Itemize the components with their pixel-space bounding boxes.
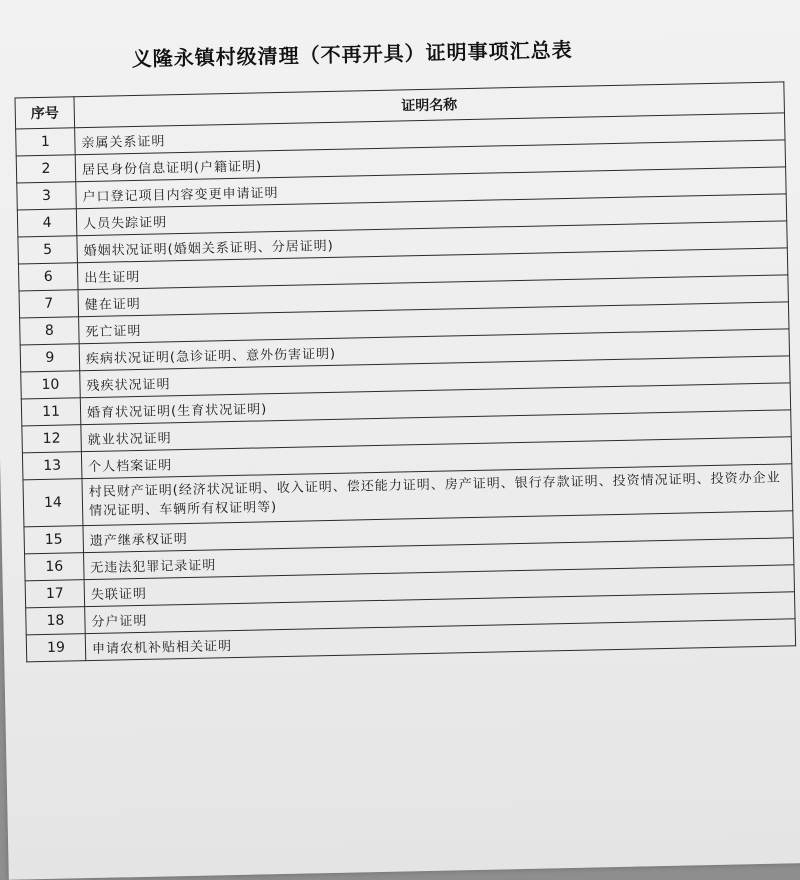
row-number: 13 [22, 452, 82, 480]
row-number: 10 [21, 371, 81, 399]
row-number: 2 [16, 155, 76, 183]
row-number: 7 [19, 290, 79, 318]
row-number: 18 [26, 607, 86, 635]
row-number: 14 [23, 479, 83, 527]
certificate-name: 村民财产证明(经济状况证明、收入证明、偿还能力证明、房产证明、银行存款证明、投资情况证明、投资办企业情况证明、车辆所有权证明等) [82, 464, 793, 526]
row-number: 16 [25, 553, 85, 581]
certificate-name: 居民身份信息证明(户籍证明) [75, 140, 785, 182]
certificate-name: 遗产继承权证明 [83, 511, 793, 553]
row-number: 11 [21, 398, 81, 426]
certificate-name: 死亡证明 [79, 302, 789, 344]
row-number: 5 [18, 236, 78, 264]
row-number: 19 [26, 634, 86, 662]
certificate-table [14, 81, 796, 662]
certificate-name: 疾病状况证明(急诊证明、意外伤害证明) [79, 329, 789, 371]
certificate-name: 人员失踪证明 [76, 194, 786, 236]
row-number: 15 [24, 526, 84, 554]
certificate-name: 健在证明 [78, 275, 788, 317]
certificate-name: 残疾状况证明 [80, 356, 790, 398]
certificate-name: 申请农机补贴相关证明 [85, 619, 795, 661]
certificate-name: 亲属关系证明 [75, 113, 785, 155]
certificate-name: 就业状况证明 [81, 410, 791, 452]
row-number: 17 [25, 580, 85, 608]
certificate-name: 失联证明 [84, 565, 794, 607]
certificate-name: 分户证明 [85, 592, 795, 634]
row-number: 9 [20, 344, 80, 372]
certificate-name: 出生证明 [77, 248, 787, 290]
certificate-name: 婚育状况证明(生育状况证明) [80, 383, 790, 425]
row-number: 12 [22, 425, 82, 453]
row-number: 3 [17, 182, 77, 210]
row-number: 4 [17, 209, 77, 237]
certificate-name: 婚姻状况证明(婚姻关系证明、分居证明) [77, 221, 787, 263]
document-title: 义隆永镇村级清理（不再开具）证明事项汇总表 [131, 37, 573, 72]
header-serial-number: 序号 [15, 97, 75, 129]
row-number: 1 [16, 128, 76, 156]
row-number: 6 [18, 263, 78, 291]
certificate-name: 户口登记项目内容变更申请证明 [76, 167, 786, 209]
certificate-name: 无违法犯罪记录证明 [84, 538, 794, 580]
row-number: 8 [20, 317, 80, 345]
certificate-name: 个人档案证明 [81, 437, 791, 479]
header-certificate-name: 证明名称 [74, 82, 784, 128]
